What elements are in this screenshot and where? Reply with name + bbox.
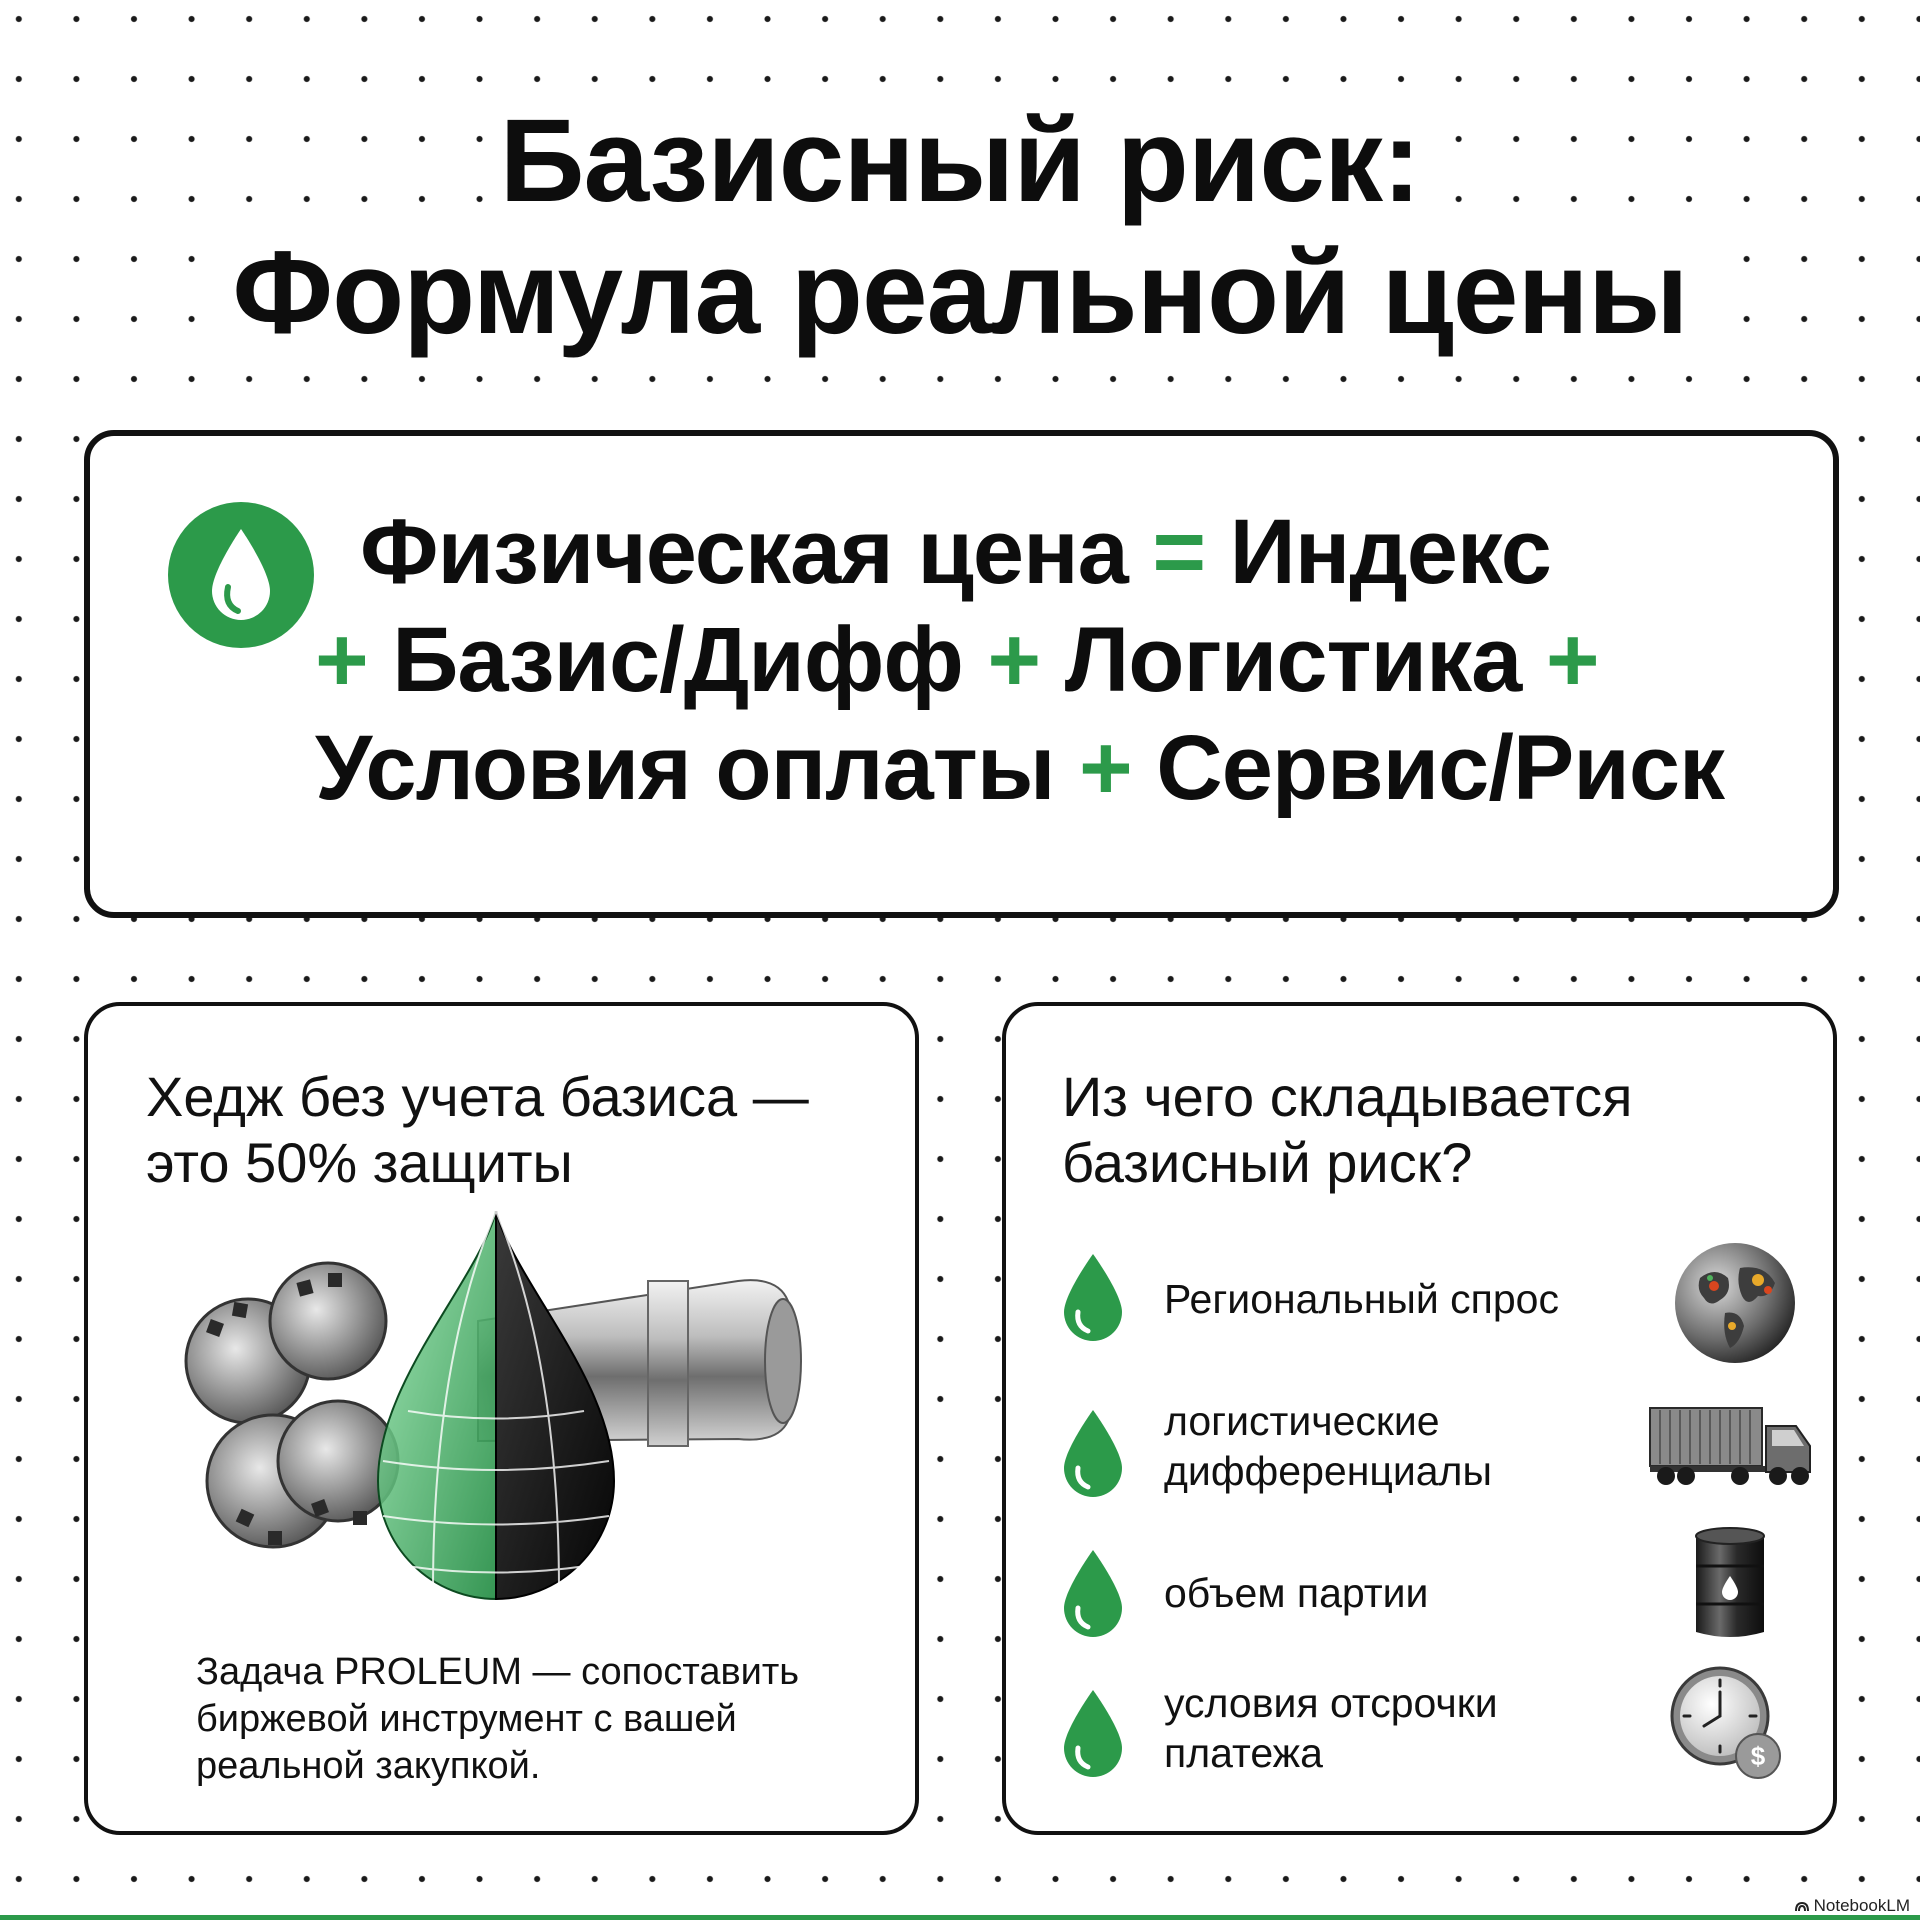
oil-barrel-icon bbox=[1690, 1524, 1770, 1644]
risk-card bbox=[1002, 1002, 1837, 1835]
formula-lhs: Физическая цена bbox=[360, 501, 1128, 603]
risk-item-label: объем партии bbox=[1164, 1570, 1429, 1616]
oil-drop-icon bbox=[1060, 1548, 1126, 1638]
formula-payment: Условия оплаты bbox=[315, 717, 1055, 819]
hedge-caption-line-3: реальной закупкой. bbox=[196, 1745, 541, 1787]
formula-plus: + bbox=[315, 609, 368, 711]
globe-icon bbox=[1670, 1238, 1800, 1368]
risk-title-line-1: Из чего складывается bbox=[1062, 1065, 1633, 1128]
title-line-1: Базисный риск: bbox=[486, 95, 1435, 227]
truck-icon bbox=[1648, 1396, 1818, 1491]
hedge-caption-line-1: Задача PROLEUM — сопоставить bbox=[196, 1651, 800, 1693]
hedge-title-line-2: это 50% защиты bbox=[146, 1131, 573, 1194]
formula-equals: = bbox=[1152, 501, 1206, 603]
hedge-card bbox=[84, 1002, 919, 1835]
risk-item-label: логистические дифференциалы bbox=[1164, 1398, 1492, 1494]
risk-title bbox=[1062, 1064, 1632, 1196]
notebooklm-logo-icon bbox=[1794, 1900, 1810, 1912]
clock-icon bbox=[1668, 1664, 1788, 1784]
brand-label: NotebookLM bbox=[1813, 1896, 1910, 1915]
brand-watermark bbox=[1790, 1896, 1914, 1916]
hedge-caption-line-2: биржевой инструмент с вашей bbox=[196, 1698, 737, 1740]
drill-bit-oil-drop-illustration bbox=[178, 1211, 818, 1611]
list-item bbox=[1060, 1666, 1800, 1786]
title-line-2: Формула реальной цены bbox=[218, 227, 1701, 359]
oil-drop-icon bbox=[168, 502, 314, 648]
bottom-accent-bar bbox=[0, 1915, 1920, 1920]
risk-item-label: Региональный спрос bbox=[1164, 1276, 1559, 1322]
hedge-title bbox=[146, 1064, 809, 1196]
risk-item-label: условия отсрочки платежа bbox=[1164, 1680, 1498, 1776]
formula-card bbox=[84, 430, 1839, 918]
oil-drop-icon bbox=[1060, 1688, 1126, 1778]
hedge-caption bbox=[196, 1649, 856, 1790]
formula-plus: + bbox=[1078, 717, 1132, 819]
formula-index: Индекс bbox=[1229, 501, 1551, 603]
list-item bbox=[1060, 1386, 1800, 1506]
svg-text:$: $ bbox=[1750, 1741, 1766, 1771]
list-item bbox=[1060, 1526, 1800, 1646]
page-title bbox=[0, 95, 1920, 359]
formula-plus: + bbox=[1545, 609, 1599, 711]
formula-plus: + bbox=[987, 609, 1041, 711]
oil-drop-icon bbox=[1060, 1408, 1126, 1498]
list-item bbox=[1060, 1246, 1800, 1366]
oil-drop-icon bbox=[1060, 1252, 1126, 1342]
formula-service: Сервис/Риск bbox=[1156, 717, 1725, 819]
formula-basis: Базис/Дифф bbox=[392, 609, 963, 711]
risk-title-line-2: базисный риск? bbox=[1062, 1131, 1473, 1194]
formula-logistics: Логистика bbox=[1064, 609, 1522, 711]
hedge-title-line-1: Хедж без учета базиса — bbox=[146, 1065, 809, 1128]
